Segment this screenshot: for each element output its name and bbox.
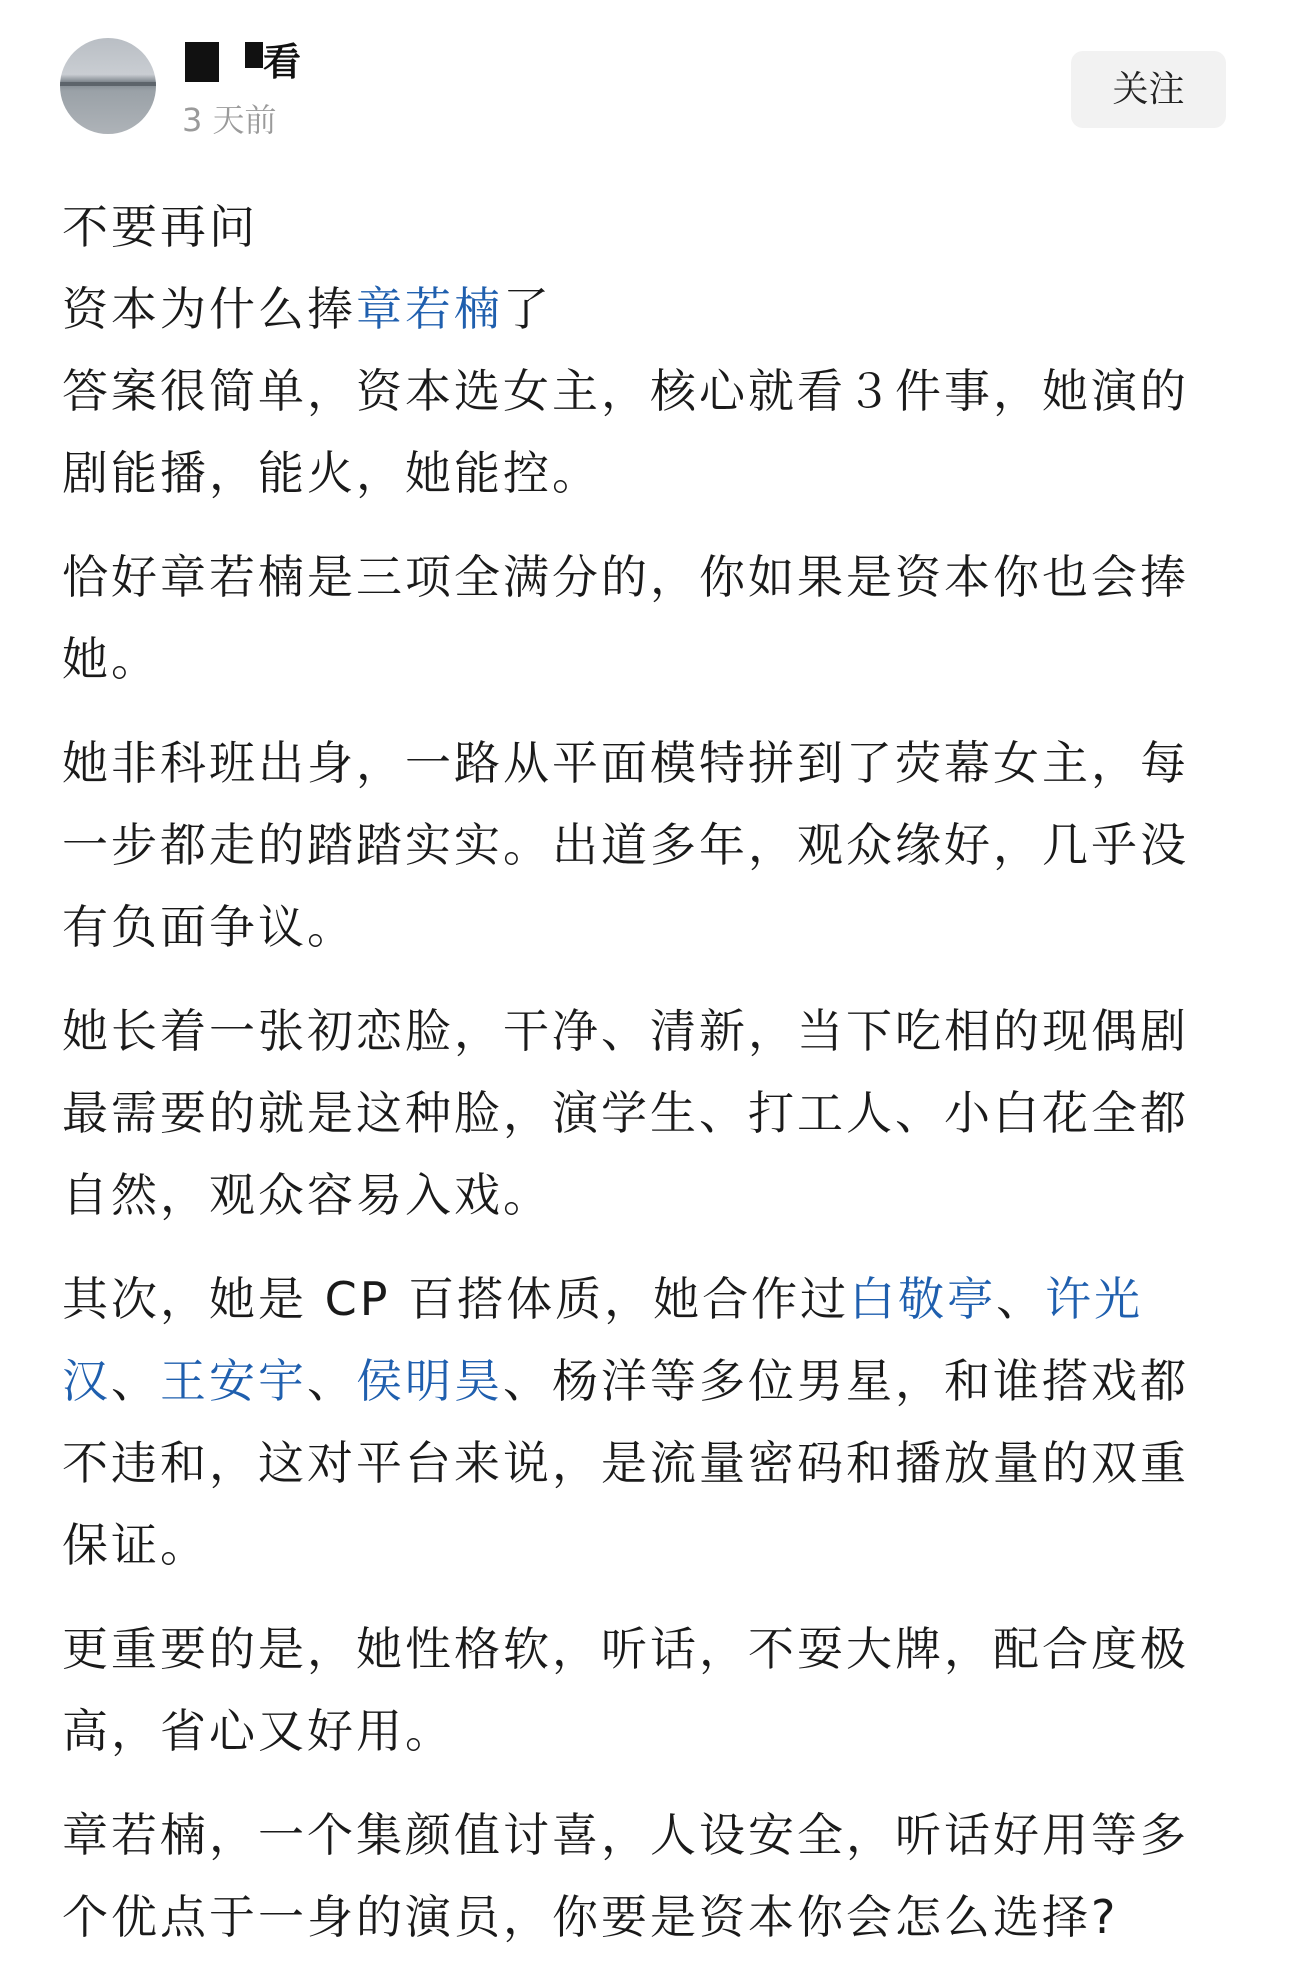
post-body: [62, 186, 1228, 1980]
topic-link-wang-anyu[interactable]: 王安宇: [160, 1354, 307, 1408]
post-paragraph: 她长着一张初恋脸，干净、清新，当下吃相的现偶剧最需要的就是这种脸，演学生、打工人、小白花全都自然，观众容易入戏。: [62, 1004, 1189, 1222]
topic-link-bai-jingting[interactable]: 白敬亭: [849, 1272, 997, 1326]
post-timestamp: 3 天前: [182, 101, 277, 139]
post-text: 了: [503, 282, 552, 336]
post-text: 、: [111, 1354, 160, 1408]
author-name-visible-char: 看: [263, 40, 302, 84]
post-paragraph: 答案很简单，资本选女主，核心就看３件事，她演的剧能播，能火，她能控。: [62, 364, 1189, 500]
post-paragraph: [62, 268, 1228, 350]
post-paragraph: 更重要的是，她性格软，听话，不耍大牌，配合度极高，省心又好用。: [62, 1622, 1189, 1758]
post-paragraph: 章若楠，一个集颜值讨喜，人设安全，听话好用等多个优点于一身的演员，你要是资本你会怎么选择?: [62, 1808, 1189, 1944]
post-paragraph: 她非科班出身，一路从平面模特拼到了荧幕女主，每一步都走的踏踏实实。出道多年，观众缘好，几乎没有负面争议。: [62, 736, 1189, 954]
post-text: 、: [996, 1272, 1046, 1326]
post-text: 其次，她是 CP 百搭体质，她合作过: [62, 1272, 850, 1326]
redaction-mosaic: [245, 42, 263, 68]
avatar-horizon: [60, 82, 156, 86]
avatar[interactable]: [60, 38, 156, 134]
post-paragraph: [62, 1258, 1228, 1586]
post-text: 不要再问: [62, 200, 258, 254]
post-text: 、杨洋等多位男星，和谁搭戏都不违和，这对平台来说，是流量密码和播放量的双重保证。: [62, 1354, 1189, 1572]
redaction-mosaic: [185, 42, 219, 82]
author-name[interactable]: [185, 40, 301, 84]
topic-link-xu-guanghan[interactable]: 许光汉: [62, 1272, 1144, 1408]
post-paragraph: [62, 186, 1228, 268]
post-text: 资本为什么捧: [62, 282, 356, 336]
topic-link-hou-minghao[interactable]: 侯明昊: [356, 1354, 503, 1408]
post-paragraph: 恰好章若楠是三项全满分的，你如果是资本你也会捧她。: [62, 550, 1189, 686]
follow-button[interactable]: 关注: [1071, 51, 1226, 128]
post-text: 、: [307, 1354, 356, 1408]
topic-link-zhang-ruonan[interactable]: 章若楠: [356, 282, 503, 336]
post-header: [0, 0, 1290, 160]
